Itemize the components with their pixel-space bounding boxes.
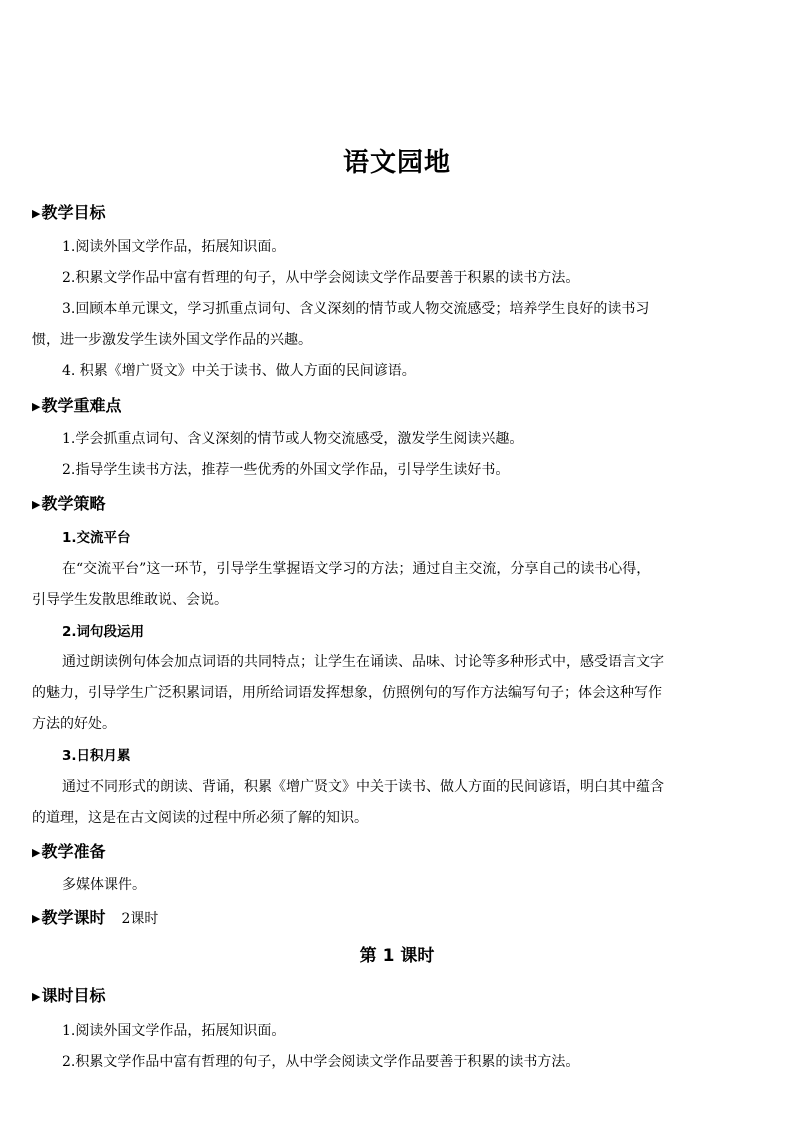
heading-lesson-goals: ▶课时目标 <box>32 986 106 1005</box>
strategy-1-line-1: 在“交流平台”这一环节，引导学生掌握语文学习的方法；通过自主交流，分享自己的读书心得， <box>62 561 651 577</box>
bullet-triangle-icon: ▶ <box>32 912 41 925</box>
page-title: 语文园地 <box>342 148 451 178</box>
heading-teaching-hours: ▶教学课时 2课时 <box>32 908 159 927</box>
heading-key-difficulties: ▶教学重难点 <box>32 396 122 415</box>
bullet-triangle-icon: ▶ <box>32 990 41 1003</box>
strategy-2-line-1: 通过朗读例句体会加点词语的共同特点；让学生在诵读、品味、讨论等多种形式中，感受语言文字 <box>62 654 664 670</box>
goal-item-1: 1.阅读外国文学作品，拓展知识面。 <box>62 239 286 255</box>
bullet-triangle-icon: ▶ <box>32 498 41 511</box>
teaching-hours-value: 2课时 <box>121 911 159 927</box>
heading-teaching-prep: ▶教学准备 <box>32 842 106 861</box>
strategy-2-line-2: 的魅力，引导学生广泛积累词语，用所给词语发挥想象，仿照例句的写作方法编写句子；体会这种写作 <box>32 685 662 701</box>
strategy-2-line-3: 方法的好处。 <box>32 716 116 732</box>
bullet-triangle-icon: ▶ <box>32 207 41 220</box>
heading-teaching-goals: ▶教学目标 <box>32 203 106 222</box>
lesson-title: 第 1 课时 <box>359 946 435 966</box>
lesson-goal-item-1: 1.阅读外国文学作品，拓展知识面。 <box>62 1023 286 1039</box>
strategy-subheading-2: 2.词句段运用 <box>62 624 145 640</box>
heading-teaching-strategy: ▶教学策略 <box>32 494 106 513</box>
lesson-goal-item-2: 2.积累文学作品中富有哲理的句子，从中学会阅读文学作品要善于积累的读书方法。 <box>62 1054 580 1070</box>
bullet-triangle-icon: ▶ <box>32 400 41 413</box>
bullet-triangle-icon: ▶ <box>32 846 41 859</box>
strategy-subheading-1: 1.交流平台 <box>62 530 131 546</box>
strategy-1-line-2: 引导学生发散思维敢说、会说。 <box>32 592 228 608</box>
difficulty-item-1: 1.学会抓重点词句、含义深刻的情节或人物交流感受，激发学生阅读兴趣。 <box>62 431 524 447</box>
difficulty-item-2: 2.指导学生读书方法，推荐一些优秀的外国文学作品，引导学生读好书。 <box>62 462 510 478</box>
strategy-3-line-1: 通过不同形式的朗读、背诵，积累《增广贤文》中关于读书、做人方面的民间谚语，明白其中蕴含 <box>62 779 664 795</box>
strategy-3-line-2: 的道理，这是在古文阅读的过程中所必须了解的知识。 <box>32 810 368 826</box>
goal-item-2: 2.积累文学作品中富有哲理的句子，从中学会阅读文学作品要善于积累的读书方法。 <box>62 270 580 286</box>
strategy-subheading-3: 3.日积月累 <box>62 748 131 764</box>
goal-item-3: 3.回顾本单元课文，学习抓重点词句、含义深刻的情节或人物交流感受；培养学生良好的读书习 <box>62 301 650 317</box>
goal-item-4: 4. 积累《增广贤文》中关于读书、做人方面的民间谚语。 <box>62 363 416 379</box>
goal-item-3-cont: 惯，进一步激发学生读外国文学作品的兴趣。 <box>32 332 312 348</box>
prep-text: 多媒体课件。 <box>62 877 146 893</box>
